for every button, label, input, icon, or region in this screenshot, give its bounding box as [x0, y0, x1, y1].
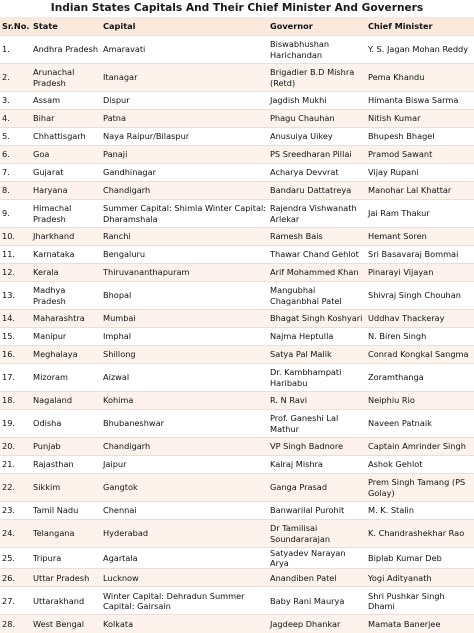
sr-no-cell: 10. — [2, 231, 16, 242]
state-cell: Himachal Pradesh — [33, 203, 72, 224]
state-cell: Maharashtra — [33, 313, 85, 324]
capital-cell: Shillong — [103, 349, 136, 360]
chief-minister-cell: Jai Ram Thakur — [368, 208, 430, 219]
sr-no-cell: 21. — [2, 459, 16, 470]
capital-cell: Hyderabad — [103, 528, 149, 539]
table-row — [0, 587, 474, 615]
capital-cell: Jaipur — [103, 459, 127, 470]
sr-no-cell: 5. — [2, 131, 10, 142]
chief-minister-cell: Neiphiu Rio — [368, 395, 415, 406]
state-cell: Jharkhand — [33, 231, 75, 242]
state-cell: Rajasthan — [33, 459, 74, 470]
governor-cell: Mangubhai Chaganbhai Patel — [270, 285, 342, 306]
state-cell: Madhya Pradesh — [33, 285, 66, 306]
state-cell: Uttar Pradesh — [33, 572, 90, 583]
chief-minister-cell: Shri Pushkar Singh Dhami — [368, 590, 445, 611]
sr-no-cell: 19. — [2, 418, 16, 429]
chief-minister-cell: Y. S. Jagan Mohan Reddy — [368, 44, 469, 55]
table-row — [0, 392, 474, 410]
state-cell: Punjab — [33, 441, 61, 452]
governor-cell: Najma Heptulla — [270, 331, 334, 342]
sr-no-cell: 14. — [2, 313, 16, 324]
capital-cell: Gandhinagar — [103, 167, 156, 178]
chief-minister-cell: Conrad Kongkal Sangma — [368, 349, 469, 360]
chief-minister-cell: N. Biren Singh — [368, 331, 427, 342]
governor-cell: Jagdish Mukhi — [270, 95, 327, 106]
state-cell: Kerala — [33, 267, 59, 278]
governor-cell: Prof. Ganeshi Lal Mathur — [270, 413, 339, 434]
capital-cell: Itanagar — [103, 72, 138, 83]
state-cell: Manipur — [33, 331, 67, 342]
capital-cell: Patna — [103, 113, 127, 124]
chief-minister-cell: Uddhav Thackeray — [368, 313, 445, 324]
state-cell: Gujarat — [33, 167, 64, 178]
table-row — [0, 228, 474, 246]
column-header-chief-minister: Chief Minister — [368, 21, 433, 31]
capital-cell: Summer Capital: Shimla Winter Capital: Dharamshala — [103, 203, 267, 224]
capital-cell: Amaravati — [103, 44, 146, 55]
chief-minister-cell: Prem Singh Tamang (PS Golay) — [368, 477, 466, 498]
chief-minister-cell: Ashok Gehlot — [368, 459, 423, 470]
sr-no-cell: 27. — [2, 595, 16, 606]
column-header-state: State — [33, 21, 58, 31]
chief-minister-cell: Shivraj Singh Chouhan — [368, 290, 461, 301]
capital-cell: Kolkata — [103, 619, 134, 630]
capital-cell: Winter Capital: Dehradun Summer Capital: Gairsain — [103, 590, 245, 611]
chief-minister-cell: Mamata Banerjee — [368, 619, 441, 630]
state-cell: Haryana — [33, 185, 68, 196]
table-row — [0, 146, 474, 164]
chief-minister-cell: Biplab Kumar Deb — [368, 553, 442, 564]
table-row — [0, 310, 474, 328]
chief-minister-cell: Zoramthanga — [368, 372, 424, 383]
governor-cell: Bhagat Singh Koshyari — [270, 313, 363, 324]
table-row — [0, 164, 474, 182]
table-row — [0, 456, 474, 474]
sr-no-cell: 13. — [2, 290, 16, 301]
chief-minister-cell: Sri Basavaraj Bommai — [368, 249, 459, 260]
sr-no-cell: 23. — [2, 505, 16, 516]
governor-cell: Thawar Chand Gehlot — [270, 249, 359, 260]
governor-cell: R. N Ravi — [270, 395, 307, 406]
sr-no-cell: 6. — [2, 149, 10, 160]
state-cell: Meghalaya — [33, 349, 78, 360]
table-row — [0, 615, 474, 633]
table-row — [0, 328, 474, 346]
chief-minister-cell: K. Chandrashekhar Rao — [368, 528, 465, 539]
state-cell: Odisha — [33, 418, 62, 429]
table-row — [0, 200, 474, 228]
capital-cell: Mumbai — [103, 313, 136, 324]
governor-cell: Arif Mohammed Khan — [270, 267, 359, 278]
sr-no-cell: 1. — [2, 44, 10, 55]
capital-cell: Ranchi — [103, 231, 131, 242]
capital-cell: Agartala — [103, 553, 138, 564]
table-header-row — [0, 17, 474, 36]
state-cell: Sikkim — [33, 482, 61, 493]
table-row — [0, 264, 474, 282]
governor-cell: Acharya Devvrat — [270, 167, 339, 178]
governor-cell: Banwarilal Purohit — [270, 505, 345, 516]
chief-minister-cell: Pramod Sawant — [368, 149, 433, 160]
states-table — [0, 17, 474, 633]
capital-cell: Bhopal — [103, 290, 132, 301]
table-row — [0, 36, 474, 64]
state-cell: Assam — [33, 95, 61, 106]
governor-cell: Dr. Kambhampati Haribabu — [270, 367, 342, 388]
capital-cell: Aizwal — [103, 372, 130, 383]
sr-no-cell: 25. — [2, 553, 16, 564]
capital-cell: Panaji — [103, 149, 128, 160]
sr-no-cell: 18. — [2, 395, 16, 406]
table-row — [0, 502, 474, 520]
capital-cell: Dispur — [103, 95, 130, 106]
governor-cell: Brigadier B.D Mishra (Retd) — [270, 67, 355, 88]
sr-no-cell: 3. — [2, 95, 10, 106]
governor-cell: Satyadev Narayan Arya — [270, 548, 346, 569]
chief-minister-cell: Pinarayi Vijayan — [368, 267, 434, 278]
sr-no-cell: 28. — [2, 619, 16, 630]
column-header-capital: Capital — [103, 21, 136, 31]
governor-cell: VP Singh Badnore — [270, 441, 344, 452]
state-cell: Telangana — [33, 528, 75, 539]
governor-cell: Ramesh Bais — [270, 231, 323, 242]
governor-cell: Satya Pal Malik — [270, 349, 332, 360]
chief-minister-cell: Pema Khandu — [368, 72, 425, 83]
capital-cell: Chandigarh — [103, 441, 151, 452]
sr-no-cell: 2. — [2, 72, 10, 83]
table-row — [0, 548, 474, 569]
sr-no-cell: 22. — [2, 482, 16, 493]
table-row — [0, 64, 474, 92]
governor-cell: Bandaru Dattatreya — [270, 185, 352, 196]
sr-no-cell: 15. — [2, 331, 16, 342]
chief-minister-cell: Nitish Kumar — [368, 113, 421, 124]
table-row — [0, 364, 474, 392]
column-header-sr-no: Sr.No. — [2, 21, 30, 31]
state-cell: Tripura — [33, 553, 62, 564]
governor-cell: Kalraj Mishra — [270, 459, 323, 470]
table-row — [0, 569, 474, 587]
state-cell: Chhattisgarh — [33, 131, 86, 142]
state-cell: Nagaland — [33, 395, 73, 406]
sr-no-cell: 12. — [2, 267, 16, 278]
chief-minister-cell: Yogi Adityanath — [368, 572, 432, 583]
state-cell: Karnataka — [33, 249, 75, 260]
sr-no-cell: 8. — [2, 185, 10, 196]
table-row — [0, 410, 474, 438]
capital-cell: Lucknow — [103, 572, 139, 583]
governor-cell: Ganga Prasad — [270, 482, 328, 493]
state-cell: Arunachal Pradesh — [33, 67, 75, 88]
chief-minister-cell: Manohar Lal Khattar — [368, 185, 452, 196]
table-row — [0, 346, 474, 364]
state-cell: Mizoram — [33, 372, 69, 383]
governor-cell: Biswabhushan Harichandan — [270, 39, 330, 60]
sr-no-cell: 26. — [2, 572, 16, 583]
chief-minister-cell: Bhupesh Bhagel — [368, 131, 435, 142]
governor-cell: PS Sreedharan Pillai — [270, 149, 352, 160]
sr-no-cell: 20. — [2, 441, 16, 452]
table-row — [0, 110, 474, 128]
capital-cell: Naya Raipur/Bilaspur — [103, 131, 190, 142]
table-row — [0, 182, 474, 200]
capital-cell: Bhubaneshwar — [103, 418, 164, 429]
table-row — [0, 282, 474, 310]
sr-no-cell: 17. — [2, 372, 16, 383]
table-row — [0, 438, 474, 456]
governor-cell: Anusuiya Uikey — [270, 131, 333, 142]
chief-minister-cell: Captain Amrinder Singh — [368, 441, 466, 452]
governor-cell: Anandiben Patel — [270, 572, 337, 583]
sr-no-cell: 16. — [2, 349, 16, 360]
capital-cell: Imphal — [103, 331, 132, 342]
chief-minister-cell: Himanta Biswa Sarma — [368, 95, 459, 106]
state-cell: Goa — [33, 149, 50, 160]
capital-cell: Chandigarh — [103, 185, 151, 196]
table-row — [0, 474, 474, 502]
capital-cell: Kohima — [103, 395, 134, 406]
table-body — [0, 36, 474, 633]
column-header-governor: Governor — [270, 21, 313, 31]
table-row — [0, 246, 474, 264]
state-cell: West Bengal — [33, 619, 85, 630]
state-cell: Uttarakhand — [33, 595, 85, 606]
sr-no-cell: 7. — [2, 167, 10, 178]
chief-minister-cell: Vijay Rupani — [368, 167, 419, 178]
governor-cell: Baby Rani Maurya — [270, 595, 345, 606]
capital-cell: Bengaluru — [103, 249, 146, 260]
capital-cell: Thiruvananthapuram — [103, 267, 190, 278]
governor-cell: Rajendra Vishwanath Arlekar — [270, 203, 357, 224]
state-cell: Bihar — [33, 113, 55, 124]
governor-cell: Phagu Chauhan — [270, 113, 335, 124]
state-cell: Andhra Pradesh — [33, 44, 99, 55]
governor-cell: Dr Tamilisai Soundararajan — [270, 523, 331, 544]
page-title: Indian States Capitals And Their Chief Minister And Governers — [50, 2, 424, 14]
table-row — [0, 520, 474, 548]
capital-cell: Chennai — [103, 505, 137, 516]
sr-no-cell: 9. — [2, 208, 10, 219]
chief-minister-cell: Hemant Soren — [368, 231, 427, 242]
table-row — [0, 92, 474, 110]
chief-minister-cell: M. K. Stalin — [368, 505, 415, 516]
table-row — [0, 128, 474, 146]
sr-no-cell: 24. — [2, 528, 16, 539]
chief-minister-cell: Naveen Patnaik — [368, 418, 432, 429]
sr-no-cell: 4. — [2, 113, 10, 124]
capital-cell: Gangtok — [103, 482, 138, 493]
sr-no-cell: 11. — [2, 249, 16, 260]
governor-cell: Jagdeep Dhankar — [270, 619, 341, 630]
state-cell: Tamil Nadu — [33, 505, 79, 516]
